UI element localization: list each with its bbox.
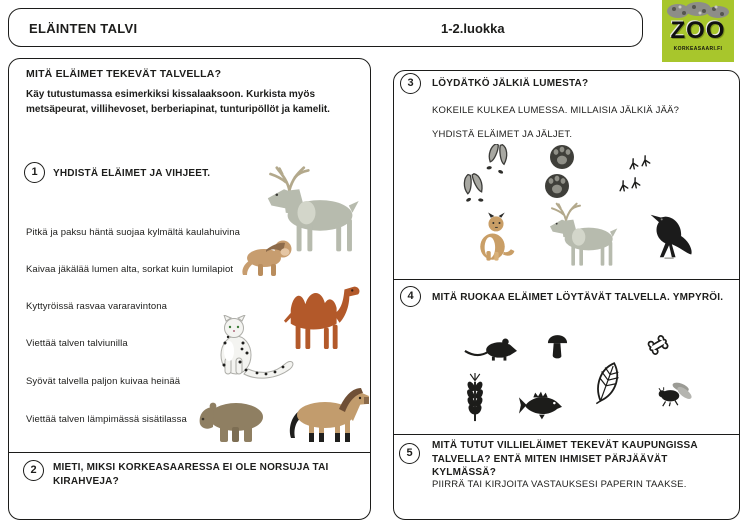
task5-number: 5 <box>399 443 420 464</box>
task3-number: 3 <box>400 73 421 94</box>
raven-image <box>646 209 694 263</box>
fly-icon <box>658 377 692 407</box>
clue-humps: Kyttyröissä rasvaa vararavintona <box>26 301 168 312</box>
left-panel <box>8 58 371 520</box>
clue-tail: Pitkä ja paksu häntä suojaa kylmältä kaulahuivina <box>26 227 241 238</box>
clue-hibernate: Viettää talven talviunilla <box>26 338 128 349</box>
fish-icon <box>518 390 562 420</box>
task5-title: MITÄ TUTUT VILLIELÄIMET TEKEVÄT KAUPUNGISSA TALVELLA? ENTÄ MITEN IHMISET PÄRJÄÄVÄT KYLMÄSSÄ? <box>432 440 698 478</box>
mushroom-icon <box>546 329 569 361</box>
lynx-image <box>475 211 517 263</box>
clue-lichen: Kaivaa jäkälää lumen alta, sorkat kuin lumilapiot <box>26 264 234 275</box>
wheat-ear-icon <box>465 373 485 423</box>
divider-task3-task4 <box>394 279 739 280</box>
left-panel-divider <box>9 452 370 453</box>
task2-title: MIETI, MIKSI KORKEASAARESSA EI OLE NORSUJA TAI KIRAHVEJA? <box>53 462 329 487</box>
reindeer-image-small <box>542 199 622 271</box>
leaf-icon <box>592 360 622 406</box>
task1-title: YHDISTÄ ELÄIMET JA VIHJEET. <box>53 168 211 179</box>
mouse-icon <box>463 337 517 361</box>
paw-prints-icon <box>544 144 576 200</box>
clue-hay: Syövät talvella paljon kuivaa heinää <box>26 376 181 387</box>
page-title: ELÄINTEN TALVI <box>29 21 138 36</box>
task3-title: LÖYDÄTKÖ JÄLKIÄ LUMESTA? <box>432 78 589 89</box>
task4-number: 4 <box>400 286 421 307</box>
header-box <box>8 8 643 47</box>
logo-zoo-text: ZOO <box>670 17 726 44</box>
clue-indoors: Viettää talven lämpimässä sisätilassa <box>26 414 187 425</box>
left-panel-heading: MITÄ ELÄIMET TEKEVÄT TALVELLA? <box>26 68 222 80</box>
bone-icon <box>637 330 671 362</box>
right-panel <box>393 70 740 520</box>
task1-number: 1 <box>24 162 45 183</box>
snow-leopard-image <box>212 315 296 379</box>
brown-bear-image <box>196 397 268 443</box>
intro-text: Käy tutustumassa esimerkiksi kissalaaksoon. Kurkista myös metsäpeurat, villihevoset, berberiapinat, tunturipöllöt ja kamelit. <box>26 89 330 115</box>
hoof-prints-icon <box>461 144 515 204</box>
task5-line1: PIIRRÄ TAI KIRJOITA VASTAUKSESI PAPERIN TAAKSE. <box>432 479 687 490</box>
logo-site-text: KORKEASAARI.FI <box>673 46 723 52</box>
task3-line1: KOKEILE KULKEA LUMESSA. MILLAISIA JÄLKIÄ JÄÄ? <box>432 105 680 116</box>
przewalski-horse-image <box>279 381 371 443</box>
task3-line2: YHDISTÄ ELÄIMET JA JÄLJET. <box>432 129 573 140</box>
bird-prints-icon <box>616 153 658 195</box>
task2-number: 2 <box>23 460 44 481</box>
task4-title: MITÄ RUOKAA ELÄIMET LÖYTÄVÄT TALVELLA. YMPYRÖI. <box>432 292 724 303</box>
zoo-korkeasaari-logo <box>662 0 734 62</box>
divider-task4-task5 <box>394 434 739 435</box>
grade-label: 1-2.luokka <box>441 21 505 36</box>
